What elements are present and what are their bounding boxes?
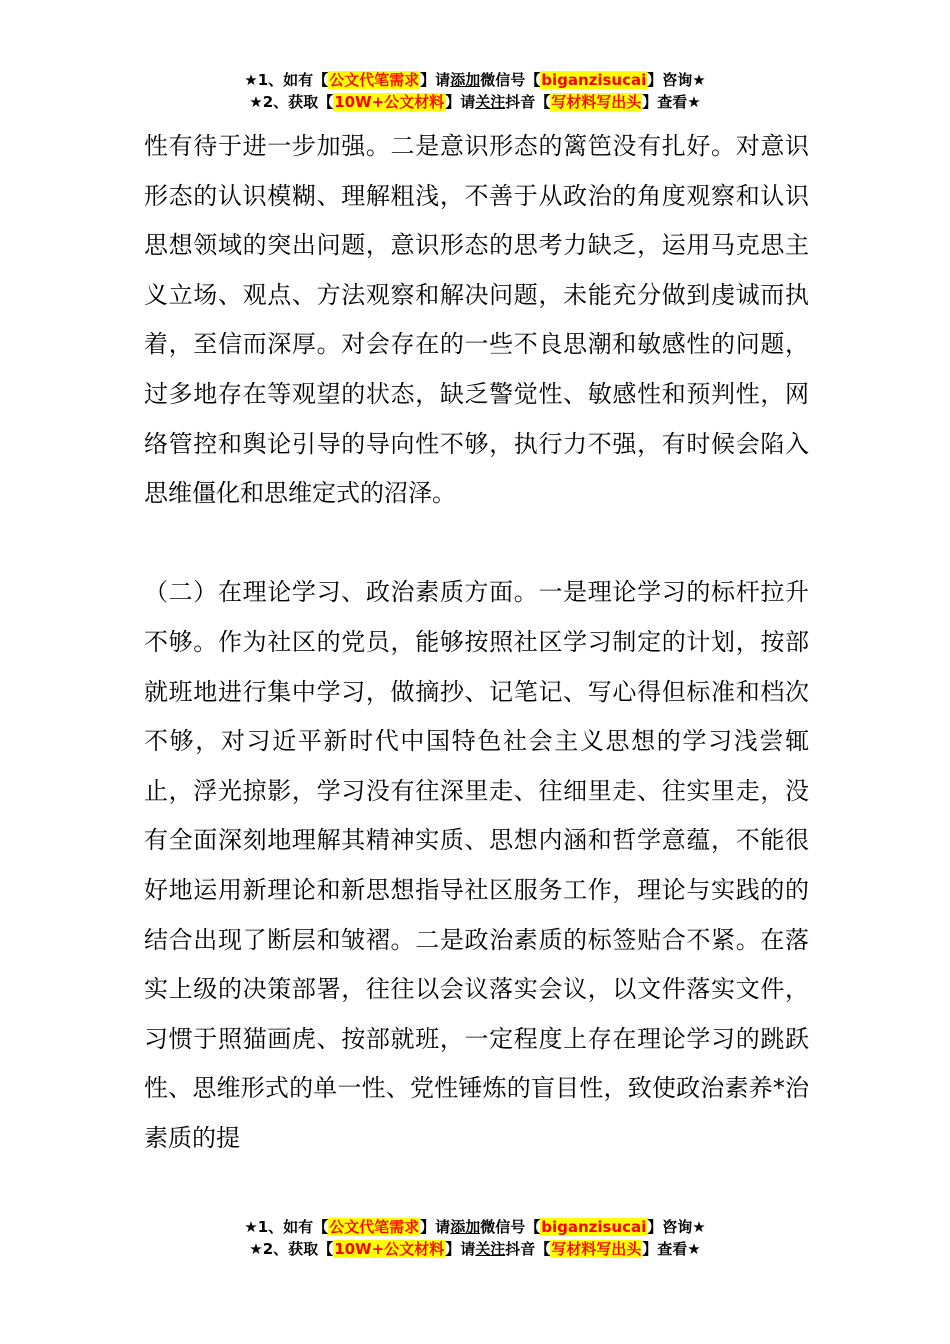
banner-highlight: biganzisucai xyxy=(541,71,647,89)
banner-highlight: 10W+公文材料 xyxy=(334,1240,445,1258)
banner-line-1: ★1、如有【公文代笔需求】请添加微信号【biganzisucai】咨询★ xyxy=(244,71,706,89)
document-body xyxy=(144,122,809,1163)
banner-highlight: 公文代笔需求 xyxy=(329,1218,420,1236)
banner-highlight: 写材料写出头 xyxy=(551,1240,642,1258)
footer-banner xyxy=(0,1216,950,1260)
banner-line-2: ★2、获取【10W+公文材料】请关注抖音【写材料写出头】查看★ xyxy=(249,1240,701,1258)
banner-line-1: ★1、如有【公文代笔需求】请添加微信号【biganzisucai】咨询★ xyxy=(244,1218,706,1236)
paragraph-ideology: 性有待于进一步加强。二是意识形态的篱笆没有扎好。对意识形态的认识模糊、理解粗浅，不善于从政治的角度观察和认识思想领域的突出问题，意识形态的思考力缺乏，运用马克思主义立场、观点、方法观察和解决问题，未能充分做到虔诚而执着，至信而深厚。对会存在的一些不良思潮和敏感性的问题，过多地存在等观望的状态，缺乏警觉性、敏感性和预判性，网络管控和舆论引导的导向性不够，执行力不强，有时候会陷入思维僵化和思维定式的沼泽。 xyxy=(144,132,809,508)
paragraph-theory-study: （二）在理论学习、政治素质方面。一是理论学习的标杆拉升不够。作为社区的党员，能够按照社区学习制定的计划，按部就班地进行集中学习，做摘抄、记笔记、写心得但标准和档次不够，对习近平新时代中国特色社会主义思想的学习浅尝辄止，浮光掠影，学习没有往深里走、往细里走、往实里走，没有全面深刻地理解其精神实质、思想内涵和哲学意蕴，不能很好地运用新理论和新思想指导社区服务工作，理论与实践的的结合出现了断层和皱褶。二是政治素质的标签贴合不紧。在落实上级的决策部署，往往以会议落实会议，以文件落实文件，习惯于照猫画虎、按部就班，一定程度上存在理论学习的跳跃性、思维形式的单一性、党性锤炼的盲目性，致使政治素养*治素质的提 xyxy=(144,578,809,1152)
banner-highlight: 写材料写出头 xyxy=(551,93,642,111)
banner-highlight: 10W+公文材料 xyxy=(334,93,445,111)
banner-highlight: biganzisucai xyxy=(541,1218,647,1236)
header-banner xyxy=(0,69,950,113)
paragraph-gap xyxy=(144,519,809,569)
banner-line-2: ★2、获取【10W+公文材料】请关注抖音【写材料写出头】查看★ xyxy=(249,93,701,111)
banner-highlight: 公文代笔需求 xyxy=(329,71,420,89)
